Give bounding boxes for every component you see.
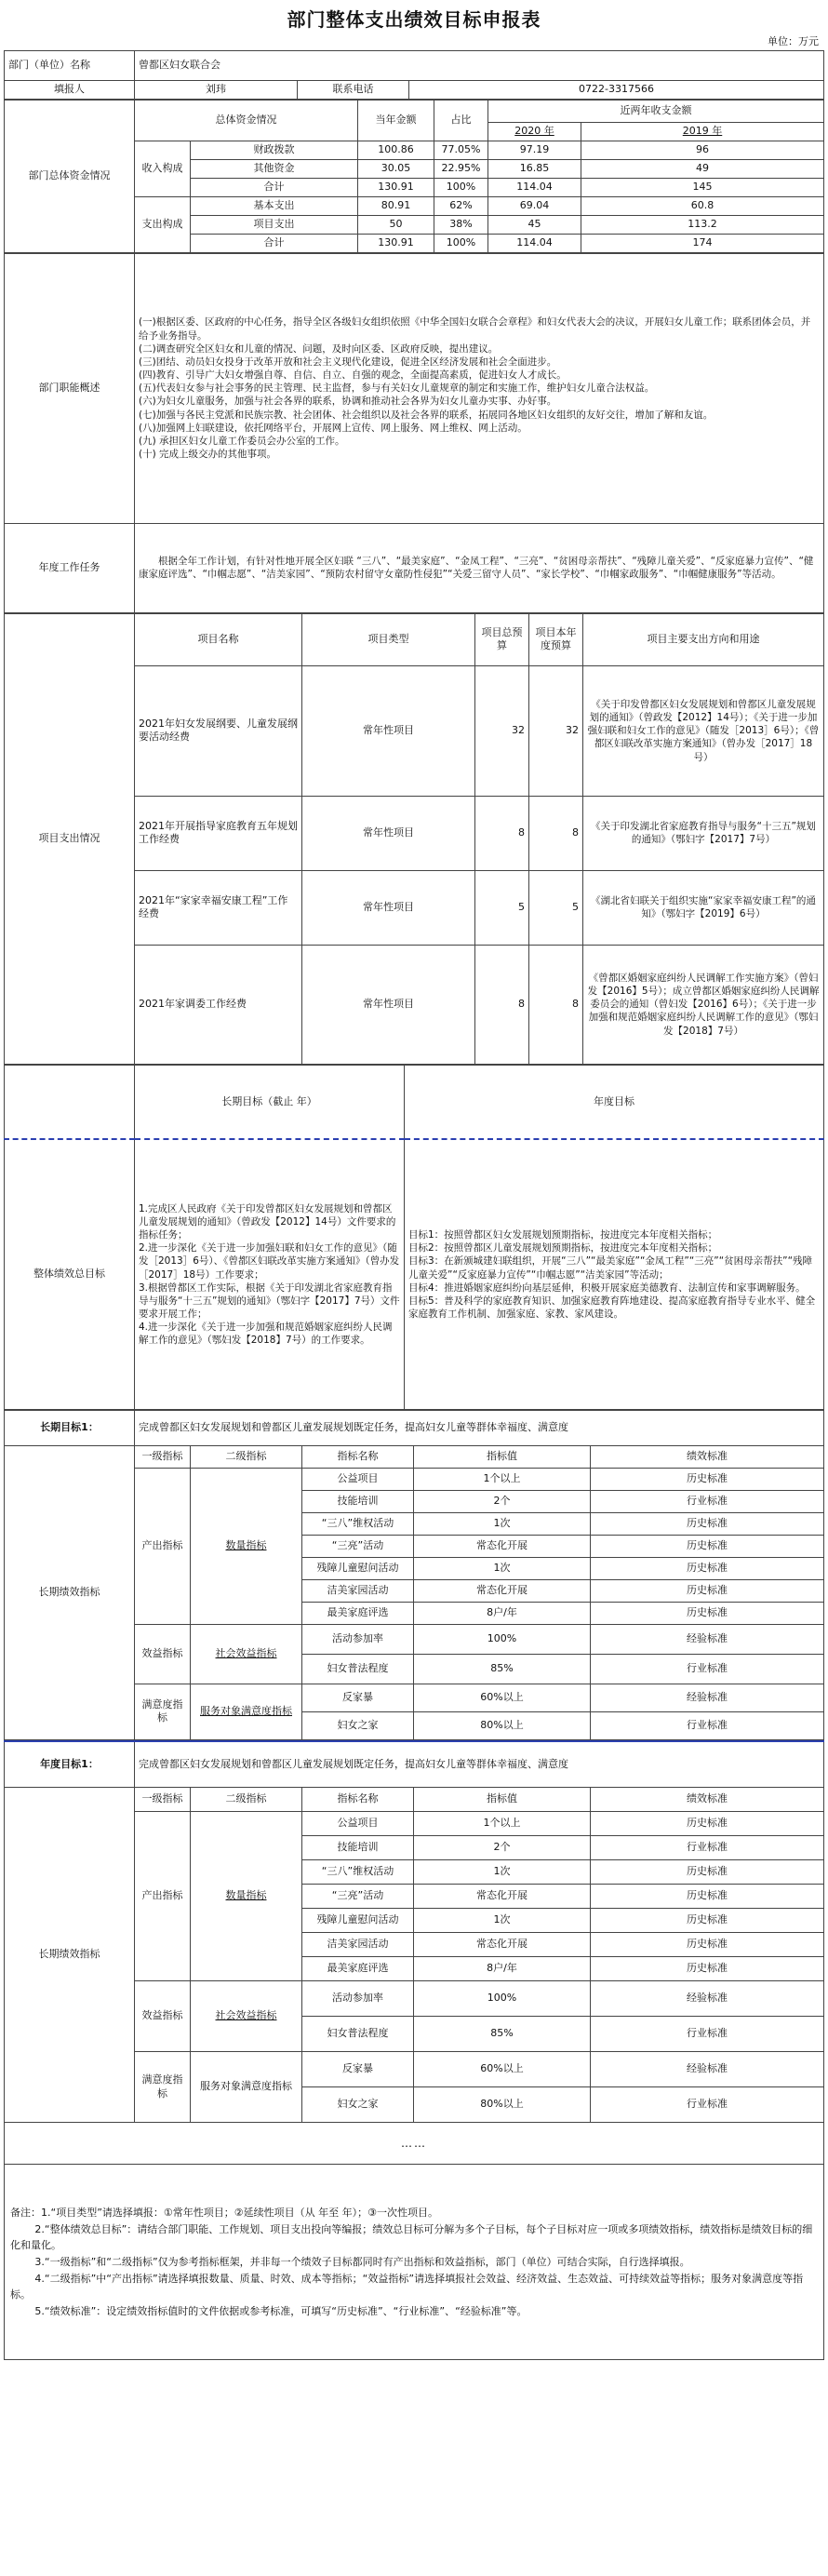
funds-2020-header: 2020 年 (488, 123, 581, 141)
filler-label: 填报人 (5, 81, 135, 100)
kpi-std: 历史标准 (591, 1512, 824, 1535)
year-kpi-label: 长期绩效指标 (5, 1788, 135, 2123)
income-2019: 96 (581, 141, 824, 159)
kpi-value: 80%以上 (414, 2087, 591, 2123)
kpi-l2: 社会效益指标 (191, 1981, 302, 2052)
kpi-std: 历史标准 (591, 1602, 824, 1624)
phone-label: 联系电话 (298, 81, 409, 100)
proj-type: 常年性项目 (302, 665, 475, 796)
proj-name: 2021年家调委工作经费 (135, 945, 302, 1064)
kpi-h5: 绩效标准 (591, 1445, 824, 1468)
long-goal-line: 3.根据曾都区工作实际，根据《关于印发湖北省家庭教育指导与服务“十三五”规划的通知》（鄂妇字【2017】7号）文件要求开展工作； (139, 1281, 400, 1321)
funds-overall-header: 总体资金情况 (135, 101, 358, 141)
dept-label: 部门（单位）名称 (5, 51, 135, 81)
kpi-std: 历史标准 (591, 1812, 824, 1836)
income-name: 财政拨款 (191, 141, 358, 159)
income-label: 收入构成 (135, 141, 191, 196)
income-2020: 114.04 (488, 178, 581, 196)
income-cur: 30.05 (358, 159, 434, 178)
duty-line: (八)加强网上妇联建设，依托网络平台，开展网上宣传、网上服务、网上维权、网上活动。 (139, 422, 528, 434)
kpi-std: 经验标准 (591, 2052, 824, 2087)
annual-task-text: 根据全年工作计划，有针对性地开展全区妇联 “三八”、“最美家庭”、“金凤工程”、“三亮”、“贫困母亲帮扶”、“残障儿童关爱”、“反家庭暴力宣传”、“健康家庭评选”、“巾帼志愿”、“洁美家园”、“预防农村留守女童防性侵犯”“关爱三留守人员”、“家长学校”、“巾帼家政服务”、“巾帼健康服务”等活动。 (135, 523, 824, 612)
kpi-value: 8户/年 (414, 1602, 591, 1624)
kpi-l1: 满意度指标 (135, 2052, 191, 2123)
kpi-std: 历史标准 (591, 1860, 824, 1885)
kpi-name: 活动参加率 (302, 1981, 414, 2017)
kpi-value: 85% (414, 2017, 591, 2052)
proj-total: 8 (475, 945, 529, 1064)
year-goal-header: 年度目标 (405, 1065, 824, 1139)
long-goal-table (4, 1410, 824, 1740)
kpi-name: 妇女之家 (302, 2087, 414, 2123)
duty-line: (九) 承担区妇女儿童工作委员会办公室的工作。 (139, 435, 345, 447)
filler-name: 刘玮 (135, 81, 298, 100)
proj-year: 8 (529, 945, 583, 1064)
expend-ratio: 62% (434, 196, 488, 215)
kpi-value: 100% (414, 1981, 591, 2017)
duty-line: (二)调查研究全区妇女和儿童的情况、问题，及时向区委、区政府反映，提出建议。 (139, 342, 499, 355)
proj-year: 8 (529, 796, 583, 870)
kpi-std: 历史标准 (591, 1579, 824, 1602)
kpi-name: 残障儿童慰问活动 (302, 1557, 414, 1579)
long-goal-line: 2.进一步深化《关于进一步加强妇联和妇女工作的意见》（随发［2013］6号）、《曾都区妇联改革实施方案通知》（曾办发［2017］18号）工作要求； (139, 1242, 400, 1281)
kpi-name: “三亮”活动 (302, 1535, 414, 1557)
kpi-std: 行业标准 (591, 2017, 824, 2052)
income-2019: 145 (581, 178, 824, 196)
funds-section-label: 部门总体资金情况 (5, 101, 135, 253)
proj-year: 32 (529, 665, 583, 796)
kpi-value: 85% (414, 1654, 591, 1684)
duty-line: (七)加强与各民主党派和民族宗教、社会团体、社会组织以及社会各界的联系，拓展同各地区妇女组织的友好交往，增加了解和友谊。 (139, 409, 714, 421)
income-2019: 49 (581, 159, 824, 178)
year-goal-text (405, 1139, 824, 1409)
proj-total: 8 (475, 796, 529, 870)
notes-table (4, 2164, 824, 2360)
kpi-h3: 指标名称 (302, 1445, 414, 1468)
kpi-name: 反家暴 (302, 2052, 414, 2087)
kpi-std: 历史标准 (591, 1468, 824, 1490)
kpi-value: 1次 (414, 1512, 591, 1535)
kpi-l2: 社会效益指标 (191, 1624, 302, 1684)
kpi-h4: 指标值 (414, 1788, 591, 1812)
kpi-value: 1次 (414, 1909, 591, 1933)
kpi-std: 行业标准 (591, 1490, 824, 1512)
funds-ratio-header: 占比 (434, 101, 488, 141)
proj-basis: 《关于印发湖北省家庭教育指导与服务“十三五”规划的通知》（鄂妇字【2017】7号） (583, 796, 824, 870)
year-goal-line: 目标2：按照曾都区儿童发展规划预期指标，按进度完本年度相关指标； (408, 1242, 718, 1254)
year-goal-line: 目标1：按照曾都区妇女发展规划预期指标，按进度完本年度相关指标； (408, 1228, 718, 1241)
unit-label: 单位：万元 (768, 35, 819, 47)
kpi-l2: 服务对象满意度指标 (191, 2052, 302, 2123)
kpi-h1: 一级指标 (135, 1445, 191, 1468)
kpi-name: 妇女普法程度 (302, 2017, 414, 2052)
expend-2019: 113.2 (581, 215, 824, 234)
kpi-l1: 满意度指标 (135, 1684, 191, 1739)
duty-label: 部门职能概述 (5, 253, 135, 523)
duty-table (4, 253, 824, 613)
kpi-name: 妇女普法程度 (302, 1654, 414, 1684)
income-ratio: 22.95% (434, 159, 488, 178)
kpi-h2: 二级指标 (191, 1788, 302, 1812)
proj-basis: 《曾都区婚姻家庭纠纷人民调解工作实施方案》（曾妇发【2016】5号）；成立曾都区婚姻家庭纠纷人民调解委员会的通知（曾妇发【2016】6号）；《关于进一步加强和规范婚姻家庭纠纷人民调解工作的意见》（鄂妇发【2018】7号） (583, 945, 824, 1064)
kpi-std: 历史标准 (591, 1535, 824, 1557)
kpi-l2: 数量指标 (191, 1812, 302, 1981)
kpi-value: 2个 (414, 1490, 591, 1512)
proj-type: 常年性项目 (302, 796, 475, 870)
kpi-h3: 指标名称 (302, 1788, 414, 1812)
long-goal-text: 完成曾都区妇女发展规划和曾都区儿童发展规划既定任务，提高妇女儿童等群体幸福度、满意度 (135, 1410, 824, 1445)
kpi-name: 反家暴 (302, 1684, 414, 1711)
note-line: 4.“二级指标”中“产出指标”请选择填报数量、质量、时效、成本等指标；“效益指标”请选择填报社会效益、经济效益、生态效益、可持续效益等指标；服务对象满意度等指标。 (10, 2272, 804, 2301)
proj-type-header: 项目类型 (302, 613, 475, 665)
kpi-std: 行业标准 (591, 1836, 824, 1860)
kpi-name: 活动参加率 (302, 1624, 414, 1654)
kpi-std: 行业标准 (591, 2087, 824, 2123)
proj-name: 2021年“家家幸福安康工程”工作经费 (135, 870, 302, 945)
income-ratio: 77.05% (434, 141, 488, 159)
kpi-std: 历史标准 (591, 1885, 824, 1909)
kpi-std: 经验标准 (591, 1981, 824, 2017)
income-name: 合计 (191, 178, 358, 196)
expend-2020: 69.04 (488, 196, 581, 215)
kpi-name: 公益项目 (302, 1468, 414, 1490)
expend-cur: 50 (358, 215, 434, 234)
kpi-l1: 产出指标 (135, 1812, 191, 1981)
kpi-value: 常态化开展 (414, 1885, 591, 1909)
kpi-name: “三八”维权活动 (302, 1512, 414, 1535)
kpi-h1: 一级指标 (135, 1788, 191, 1812)
kpi-name: 妇女之家 (302, 1711, 414, 1739)
kpi-h4: 指标值 (414, 1445, 591, 1468)
phone-value: 0722-3317566 (409, 81, 824, 100)
kpi-std: 历史标准 (591, 1957, 824, 1981)
note-line: 备注：1.“项目类型”请选择填报：①常年性项目；②延续性项目（从 年至 年）；③一次性项目。 (10, 2207, 438, 2220)
income-cur: 100.86 (358, 141, 434, 159)
proj-basis: 《湖北省妇联关于组织实施“家家幸福安康工程”的通知》（鄂妇字【2019】6号） (583, 870, 824, 945)
kpi-name: 残障儿童慰问活动 (302, 1909, 414, 1933)
expend-name: 项目支出 (191, 215, 358, 234)
year-goal-line: 目标4：推进婚姻家庭纠纷向基层延伸，积极开展家庭美德教育、法制宣传和家事调解服务。 (408, 1281, 806, 1294)
proj-year-header: 项目本年度预算 (529, 613, 583, 665)
kpi-value: 1次 (414, 1860, 591, 1885)
long-goal-label: 长期目标1： (5, 1410, 135, 1445)
kpi-value: 60%以上 (414, 1684, 591, 1711)
year-goal-label: 年度目标1： (5, 1741, 135, 1788)
long-goal-line: 4.进一步深化《关于进一步加强和规范婚姻家庭纠纷人民调解工作的意见》（鄂妇发【2018】7号）的工作要求。 (139, 1322, 393, 1347)
expend-2020: 45 (488, 215, 581, 234)
income-name: 其他资金 (191, 159, 358, 178)
notes-cell (5, 2165, 824, 2360)
kpi-value: 常态化开展 (414, 1579, 591, 1602)
funds-recent-header: 近两年收支金额 (488, 101, 824, 123)
expend-2019: 60.8 (581, 196, 824, 215)
duty-line: (四)教育、引导广大妇女增强自尊、自信、自立、自强的观念，全面提高素质，促进妇女人才成长。 (139, 369, 567, 382)
kpi-std: 历史标准 (591, 1557, 824, 1579)
kpi-name: 洁美家园活动 (302, 1579, 414, 1602)
duty-line: (五)代表妇女参与社会事务的民主管理、民主监督，参与有关妇女儿童规章的制定和实施工作，维护妇女儿童合法权益。 (139, 382, 655, 395)
note-line: 2.“整体绩效总目标”：请结合部门职能、工作规划、项目支出投向等编报；绩效总目标可分解为多个子目标，每个子目标对应一项或多项绩效指标，绩效指标是绩效目标的细化和量化。 (10, 2222, 813, 2252)
kpi-l1: 效益指标 (135, 1981, 191, 2052)
kpi-std: 经验标准 (591, 1624, 824, 1654)
expend-2020: 114.04 (488, 234, 581, 252)
funds-2019-header: 2019 年 (581, 123, 824, 141)
kpi-value: 100% (414, 1624, 591, 1654)
header-table (4, 50, 824, 100)
proj-total: 5 (475, 870, 529, 945)
projects-table (4, 613, 824, 1065)
kpi-h2: 二级指标 (191, 1445, 302, 1468)
kpi-std: 行业标准 (591, 1654, 824, 1684)
funds-cur-header: 当年金额 (358, 101, 434, 141)
kpi-value: 2个 (414, 1836, 591, 1860)
overall-goal-blank (5, 1065, 135, 1139)
kpi-l1: 产出指标 (135, 1468, 191, 1624)
expend-cur: 80.91 (358, 196, 434, 215)
income-ratio: 100% (434, 178, 488, 196)
kpi-value: 1次 (414, 1557, 591, 1579)
note-line: 5.“绩效标准”：设定绩效指标值时的文件依据或参考标准，可填写“历史标准”、“行业标准”、“经验标准”等。 (34, 2304, 528, 2317)
long-term-header: 长期目标（截止 年） (135, 1065, 405, 1139)
kpi-name: 洁美家园活动 (302, 1933, 414, 1957)
long-kpi-label: 长期绩效指标 (5, 1445, 135, 1739)
duty-line: (六)为妇女儿童服务，加强与社会各界的联系，协调和推动社会各界为妇女儿童办实事、办好事。 (139, 396, 557, 408)
expend-name: 基本支出 (191, 196, 358, 215)
kpi-value: 常态化开展 (414, 1933, 591, 1957)
kpi-name: 技能培训 (302, 1836, 414, 1860)
kpi-std: 历史标准 (591, 1933, 824, 1957)
kpi-std: 行业标准 (591, 1711, 824, 1739)
overall-goal-label: 整体绩效总目标 (5, 1139, 135, 1409)
kpi-name: “三亮”活动 (302, 1885, 414, 1909)
projects-label: 项目支出情况 (5, 613, 135, 1064)
kpi-l2: 数量指标 (191, 1468, 302, 1624)
kpi-name: 公益项目 (302, 1812, 414, 1836)
kpi-name: 最美家庭评选 (302, 1957, 414, 1981)
expend-name: 合计 (191, 234, 358, 252)
proj-basis-header: 项目主要支出方向和用途 (583, 613, 824, 665)
expend-cur: 130.91 (358, 234, 434, 252)
note-line: 3.“一级指标”和“二级指标”仅为参考指标框架，并非每一个绩效子目标都同时有产出指标和效益指标，部门（单位）可结合实际，自行选择填报。 (34, 2256, 690, 2269)
kpi-value: 80%以上 (414, 1711, 591, 1739)
form-title: 部门整体支出绩效目标申报表 (287, 8, 541, 31)
proj-name-header: 项目名称 (135, 613, 302, 665)
kpi-name: 技能培训 (302, 1490, 414, 1512)
proj-type: 常年性项目 (302, 945, 475, 1064)
dept-value: 曾都区妇女联合会 (135, 51, 824, 81)
proj-name: 2021年妇女发展纲要、儿童发展纲要活动经费 (135, 665, 302, 796)
income-cur: 130.91 (358, 178, 434, 196)
proj-basis: 《关于印发曾都区妇女发展规划和曾都区儿童发展规划的通知》（曾政发【2012】14号）；《关于进一步加强妇联和妇女工作的意见》（随发［2013］6号）；《曾都区妇联改革实施方案通知》（曾办发［2017］18号） (583, 665, 824, 796)
proj-name: 2021年开展指导家庭教育五年规划工作经费 (135, 796, 302, 870)
income-2020: 16.85 (488, 159, 581, 178)
kpi-value: 1个以上 (414, 1812, 591, 1836)
year-goal-text-line: 完成曾都区妇女发展规划和曾都区儿童发展规划既定任务，提高妇女儿童等群体幸福度、满意度 (135, 1741, 824, 1788)
expend-label: 支出构成 (135, 196, 191, 252)
year-goal-line: 目标5：普及科学的家庭教育知识、加强家庭教育阵地建设、提高家庭教育指导专业水平、健全家庭教育工作机制、加强家庭、家教、家风建设。 (408, 1295, 816, 1321)
duty-line: (十) 完成上级交办的其他事项。 (139, 449, 277, 461)
overall-goal-table (4, 1065, 824, 1410)
ellipsis: …… (4, 2123, 824, 2164)
long-goal-line: 1.完成区人民政府《关于印发曾都区妇女发展规划和曾都区儿童发展规划的通知》（曾政发【2012】14号）文件要求的指标任务； (139, 1202, 396, 1241)
kpi-value: 60%以上 (414, 2052, 591, 2087)
duty-line: (三)团结、动员妇女投身于改革开放和社会主义现代化建设，促进全区经济发展和社会全面进步。 (139, 356, 557, 368)
income-2020: 97.19 (488, 141, 581, 159)
proj-total-header: 项目总预算 (475, 613, 529, 665)
year-goal-line: 目标3：在新颁城建妇联组织，开展“三八”“最美家庭”“金凤工程”“三亮”“贫困母亲帮扶”“残障儿童关爱”“反家庭暴力宣传”“巾帼志愿”“洁美家园”等活动； (408, 1255, 813, 1281)
kpi-h5: 绩效标准 (591, 1788, 824, 1812)
kpi-l2: 服务对象满意度指标 (191, 1684, 302, 1739)
kpi-std: 历史标准 (591, 1909, 824, 1933)
expend-2019: 174 (581, 234, 824, 252)
proj-year: 5 (529, 870, 583, 945)
kpi-std: 经验标准 (591, 1684, 824, 1711)
expend-ratio: 38% (434, 215, 488, 234)
kpi-value: 常态化开展 (414, 1535, 591, 1557)
year-goal-table (4, 1740, 824, 2124)
kpi-value: 1个以上 (414, 1468, 591, 1490)
funds-table (4, 100, 824, 253)
kpi-l1: 效益指标 (135, 1624, 191, 1684)
expend-ratio: 100% (434, 234, 488, 252)
proj-total: 32 (475, 665, 529, 796)
duty-line: (一)根据区委、区政府的中心任务，指导全区各级妇女组织依照《中华全国妇女联合会章程》和妇女代表大会的决议，开展妇女儿童工作；联系团体会员，并给予业务指导。 (139, 316, 811, 342)
long-term-text (135, 1139, 405, 1409)
proj-type: 常年性项目 (302, 870, 475, 945)
duty-text (135, 253, 824, 523)
annual-task-label: 年度工作任务 (5, 523, 135, 612)
kpi-name: 最美家庭评选 (302, 1602, 414, 1624)
kpi-name: “三八”维权活动 (302, 1860, 414, 1885)
kpi-value: 8户/年 (414, 1957, 591, 1981)
